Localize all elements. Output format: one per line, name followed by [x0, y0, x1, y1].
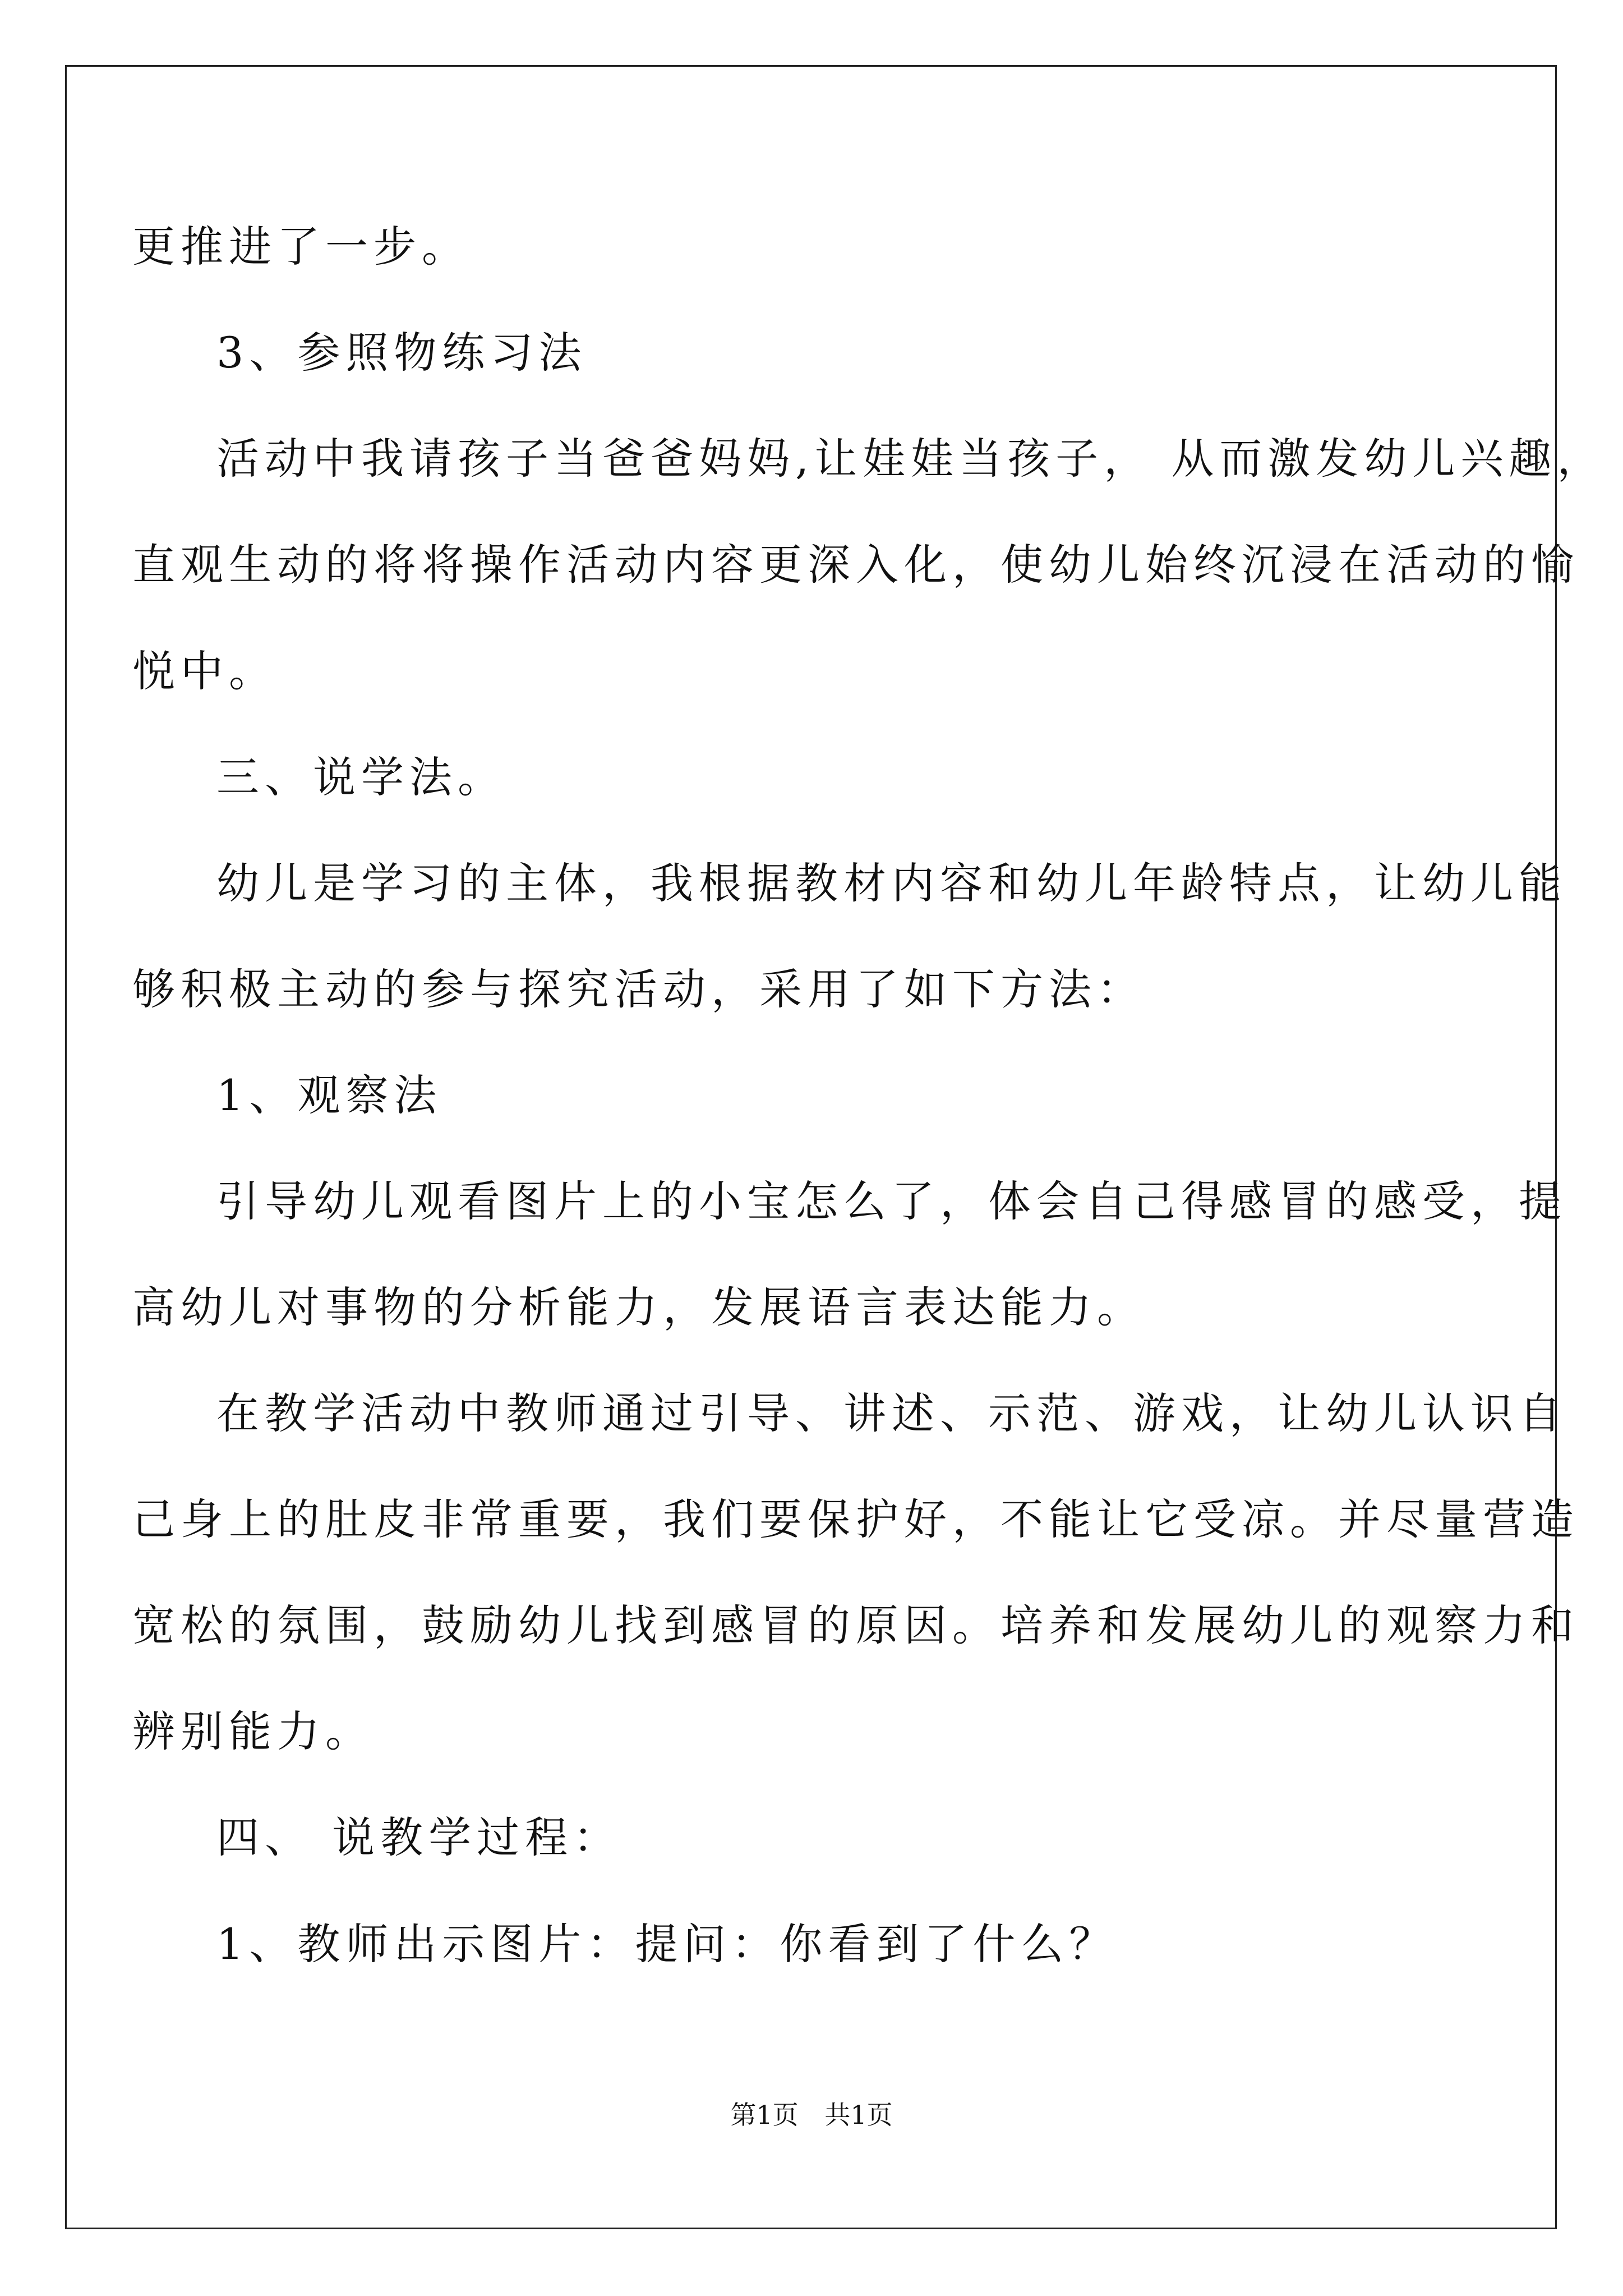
text-line: 够积极主动的参与探究活动，采用了如下方法：	[132, 964, 1145, 1014]
text-line: 活动中我请孩子当爸爸妈妈,让娃娃当孩子， 从而激发幼儿兴趣，	[216, 434, 1606, 484]
page-total: 共1页	[824, 2100, 893, 2130]
text-line: 直观生动的将将操作活动内容更深入化，使幼儿始终沉浸在活动的愉	[132, 540, 1579, 590]
text-line: 更推进了一步。	[132, 222, 470, 272]
text-line: 引导幼儿观看图片上的小宝怎么了，体会自己得感冒的感受，提	[216, 1176, 1567, 1226]
text-line: 宽松的氛围，鼓励幼儿找到感冒的原因。培养和发展幼儿的观察力和	[132, 1600, 1579, 1650]
text-line: 辨别能力。	[132, 1706, 374, 1756]
page-footer	[0, 2098, 1623, 2132]
section-heading: 四、 说教学过程：	[216, 1812, 622, 1862]
text-line: 高幼儿对事物的分析能力，发展语言表达能力。	[132, 1282, 1145, 1332]
section-heading: 三、说学法。	[216, 752, 506, 802]
page-border	[65, 65, 1557, 2229]
text-line: 幼儿是学习的主体，我根据教材内容和幼儿年龄特点，让幼儿能	[216, 858, 1567, 908]
section-heading: 1、观察法	[216, 1070, 442, 1120]
text-line: 1、教师出示图片：提问：你看到了什么？	[216, 1919, 1118, 1969]
text-line: 在教学活动中教师通过引导、讲述、示范、游戏，让幼儿认识自	[216, 1388, 1567, 1438]
text-line: 己身上的肚皮非常重要，我们要保护好，不能让它受凉。并尽量营造	[132, 1494, 1579, 1544]
section-heading: 3、参照物练习法	[216, 328, 587, 378]
text-line: 悦中。	[132, 646, 277, 696]
page-number: 第1页	[730, 2100, 799, 2130]
